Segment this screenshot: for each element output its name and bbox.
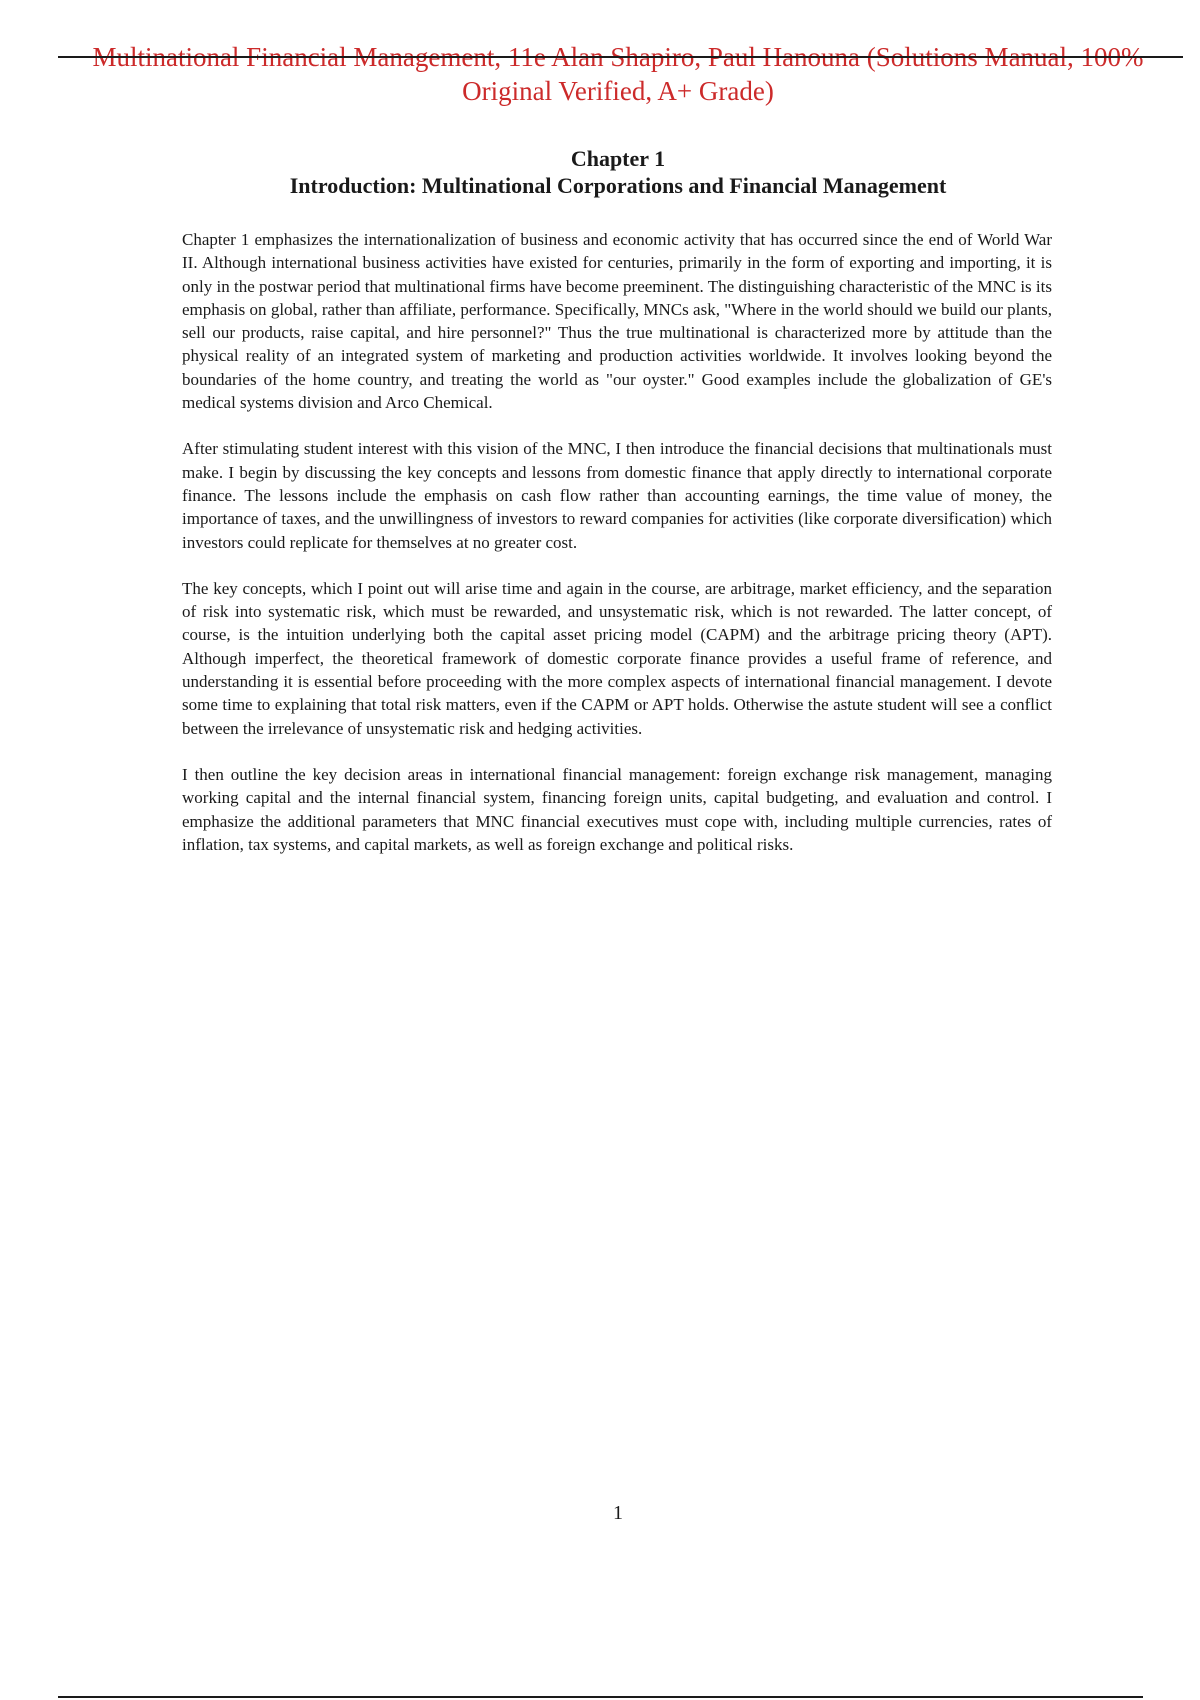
header-strike-rule [58,56,1183,58]
chapter-title: Introduction: Multinational Corporations and Financial Management [289,173,947,198]
banner-line-2: Original Verified, A+ Grade) [462,76,774,106]
paragraph-2: After stimulating student interest with this vision of the MNC, I then introduce the financial decisions that multinationals must make. I begin by discussing the key concepts and lessons from domestic finance that apply directly to international corporate finance. The lessons include the emphasis on cash flow rather than accounting earnings, the time value of money, the importance of taxes, and the unwillingness of investors to reward companies for activities (like corporate diversification) which investors could replicate for themselves at no greater cost. [182,439,1052,552]
paragraph-3: The key concepts, which I point out will arise time and again in the course, are arbitrage, market efficiency, and the separation of risk into systematic risk, which must be rewarded, and unsystematic risk, which is not rewarded. The latter concept, of course, is the intuition underlying both the capital asset pricing model (CAPM) and the arbitrage pricing theory (APT). Although imperfect, the theoretical framework of domestic corporate finance provides a useful frame of reference, and understanding it is essential before proceeding with the more complex aspects of international financial management. I devote some time to explaining that total risk matters, even if the CAPM or APT holds. Otherwise the astute student will see a conflict between the irrelevance of unsystematic risk and hedging activities. [182,578,1052,738]
paragraph-1: Chapter 1 emphasizes the internationalization of business and economic activity that has occurred since the end of World War II. Although international business activities have existed for centuries, primarily in the form of exporting and importing, it is only in the postwar period that multinational firms have become preeminent. The distinguishing characteristic of the MNC is its emphasis on global, rather than affiliate, performance. Specifically, MNCs ask, "Where in the world should we build our plants, sell our products, raise capital, and hire personnel?" Thus the true multinational is characterized more by attitude than the physical reality of an integrated system of marketing and production activities worldwide. It involves looking beyond the boundaries of the home country, and treating the world as "our oyster." Good examples include the globalization of GE's medical systems division and Arco Chemical. [182,230,1052,413]
chapter-heading [0,145,1200,199]
chapter-body [182,228,1052,879]
page-number: 1 [613,1502,623,1524]
banner-line-1: Multinational Financial Management, 11e Alan Shapiro, Paul Hanouna (Solutions Manual, 100% [92,42,1144,72]
document-banner [58,40,1178,108]
footer-rule [58,1696,1143,1698]
chapter-number: Chapter 1 [570,146,666,171]
paragraph-4: I then outline the key decision areas in international financial management: foreign exchange risk management, managing working capital and the internal financial system, financing foreign units, capital budgeting, and evaluation and control. I emphasize the additional parameters that MNC financial executives must cope with, including multiple currencies, rates of inflation, tax systems, and capital markets, as well as foreign exchange and political risks. [182,764,1052,854]
